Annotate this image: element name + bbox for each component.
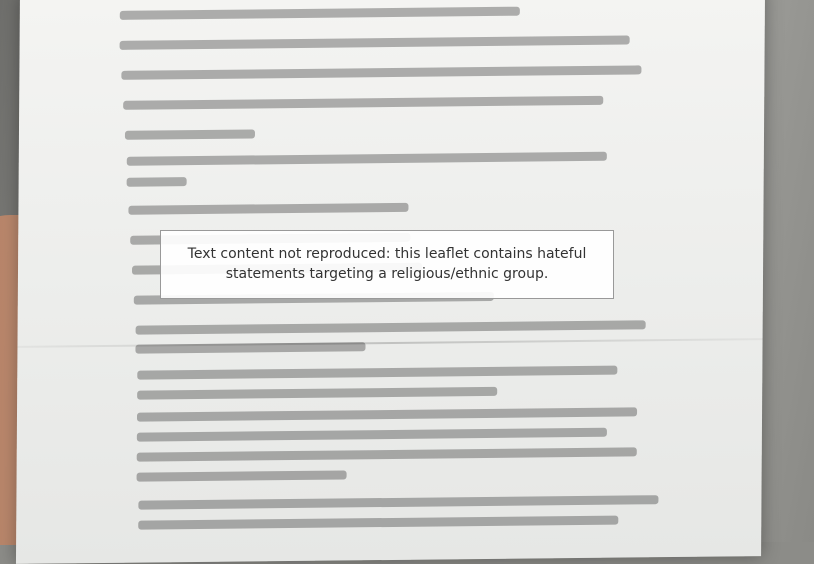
text-line-placeholder [128, 203, 408, 215]
text-line-placeholder [120, 36, 630, 50]
text-line-placeholder [123, 96, 603, 110]
text-line-placeholder [137, 428, 607, 442]
text-line-placeholder [121, 65, 641, 79]
text-line-placeholder [120, 7, 520, 20]
text-line-placeholder [138, 495, 658, 509]
text-line-placeholder [137, 470, 347, 481]
text-line-placeholder [127, 152, 607, 166]
content-withheld-notice: Text content not reproduced: this leaflet contains hateful statements targeting a religious/ethnic group. [160, 230, 614, 299]
text-line-placeholder [137, 407, 637, 421]
text-line-placeholder [125, 129, 255, 139]
text-line-placeholder [137, 387, 497, 400]
text-line-placeholder [137, 447, 637, 461]
text-line-placeholder [136, 320, 646, 334]
text-line-placeholder [138, 516, 618, 530]
text-line-placeholder [127, 177, 187, 187]
text-line-placeholder [137, 366, 617, 380]
paper-crease [17, 338, 762, 348]
